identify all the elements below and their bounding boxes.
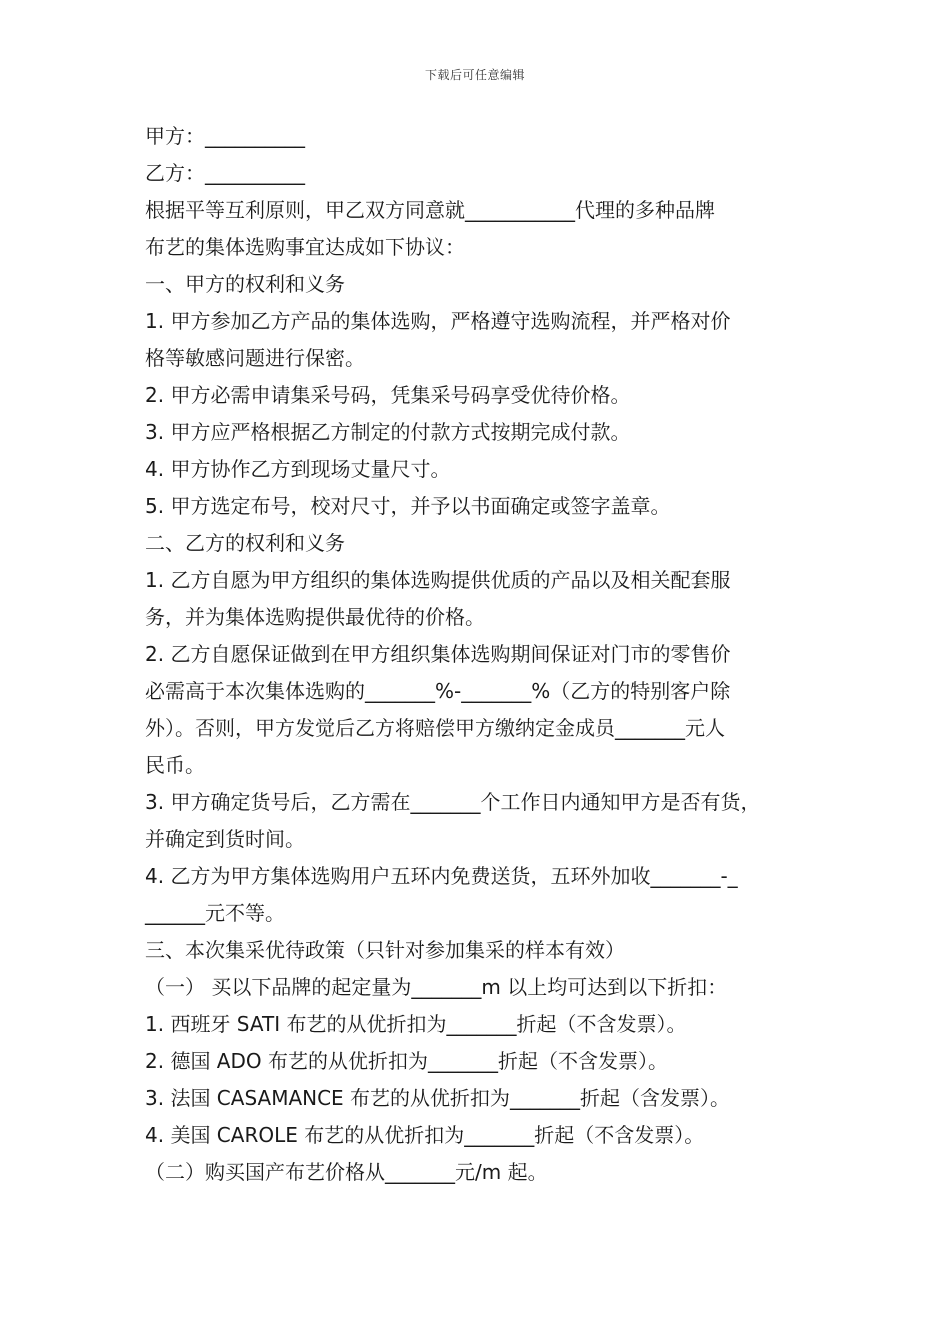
page-header: 下载后可任意编辑: [424, 68, 525, 82]
text-line: 必需高于本次集体选购的_______%-_______%（乙方的特别客户除: [145, 679, 731, 703]
text-line: （一） 买以下品牌的起定量为_______m 以上均可达到以下折扣：: [145, 975, 728, 999]
text-line: 1. 甲方参加乙方产品的集体选购，严格遵守选购流程，并严格对价: [145, 309, 731, 333]
text-line: 4. 乙方为甲方集体选购用户五环内免费送货，五环外加收_______-_: [145, 864, 738, 888]
text-line: 根据平等互利原则，甲乙双方同意就___________代理的多种品牌: [145, 198, 715, 222]
text-line: 格等敏感问题进行保密。: [145, 346, 365, 370]
text-line: 二、乙方的权利和义务: [145, 531, 345, 555]
text-line: 一、甲方的权利和义务: [145, 272, 345, 296]
text-line: 2. 德国 ADO 布艺的从优折扣为_______折起（不含发票）。: [145, 1049, 668, 1073]
text-line: 务，并为集体选购提供最优待的价格。: [145, 605, 485, 629]
text-line: 乙方：__________: [145, 161, 305, 185]
text-line: 3. 甲方确定货号后，乙方需在_______个工作日内通知甲方是否有货，: [145, 790, 761, 814]
text-line: 3. 甲方应严格根据乙方制定的付款方式按期完成付款。: [145, 420, 631, 444]
text-line: （二）购买国产布艺价格从_______元/m 起。: [145, 1160, 548, 1184]
text-line: 民币。: [145, 753, 205, 777]
text-line: 三、本次集采优待政策（只针对参加集采的样本有效）: [145, 938, 625, 962]
text-line: 甲方：__________: [145, 124, 305, 148]
text-line: 1. 西班牙 SATI 布艺的从优折扣为_______折起（不含发票）。: [145, 1012, 687, 1036]
text-line: 3. 法国 CASAMANCE 布艺的从优折扣为_______折起（含发票）。: [145, 1086, 731, 1110]
text-line: 2. 乙方自愿保证做到在甲方组织集体选购期间保证对门市的零售价: [145, 642, 731, 666]
text-line: 并确定到货时间。: [145, 827, 305, 851]
text-line: 2. 甲方必需申请集采号码，凭集采号码享受优待价格。: [145, 383, 631, 407]
text-line: ______元不等。: [145, 901, 285, 925]
text-line: 布艺的集体选购事宜达成如下协议：: [145, 235, 465, 259]
text-line: 1. 乙方自愿为甲方组织的集体选购提供优质的产品以及相关配套服: [145, 568, 731, 592]
text-line: 4. 美国 CAROLE 布艺的从优折扣为_______折起（不含发票）。: [145, 1123, 705, 1147]
text-line: 外）。否则，甲方发觉后乙方将赔偿甲方缴纳定金成员_______元人: [145, 716, 725, 740]
document-body: [145, 118, 815, 1191]
text-line: 5. 甲方选定布号，校对尺寸，并予以书面确定或签字盖章。: [145, 494, 671, 518]
text-line: 4. 甲方协作乙方到现场丈量尺寸。: [145, 457, 451, 481]
